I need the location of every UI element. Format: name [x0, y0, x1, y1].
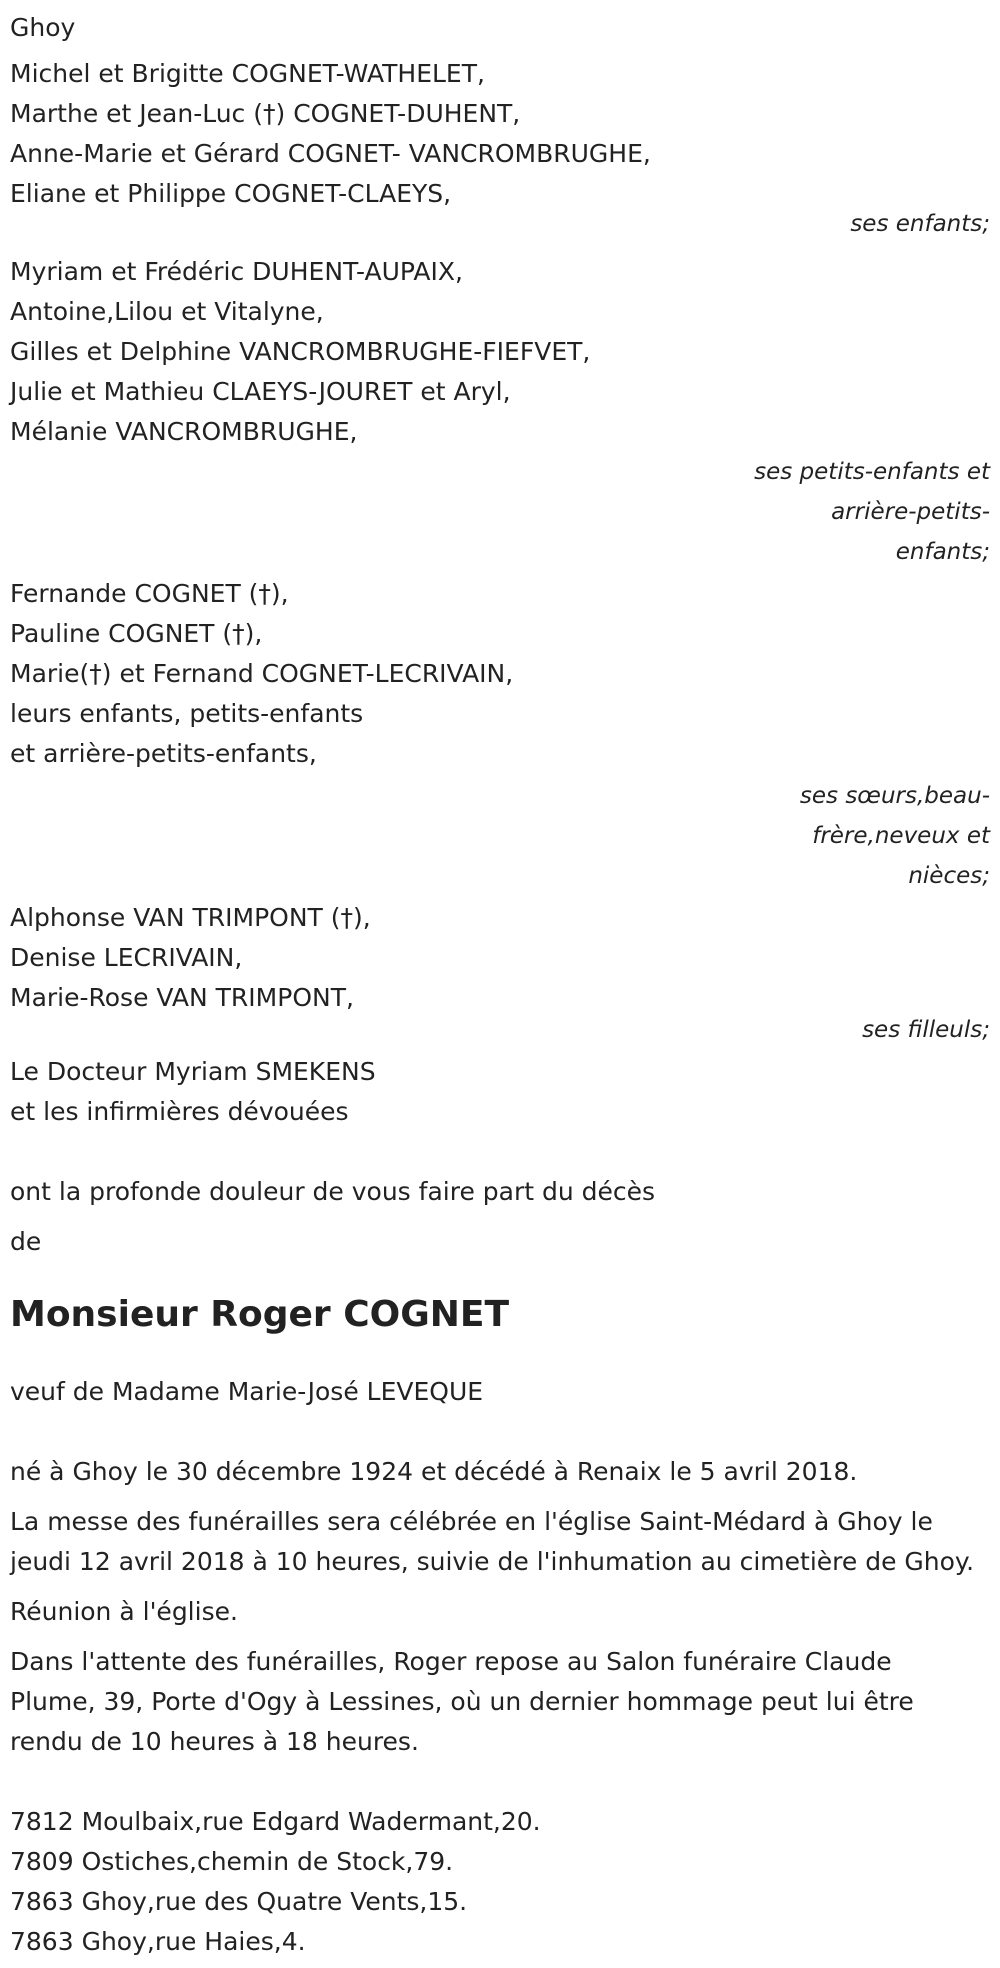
addresses-block: [10, 1802, 990, 1962]
grandchildren-role: [10, 452, 990, 572]
care-line: Le Docteur Myriam SMEKENS: [10, 1057, 376, 1086]
grandchildren-line: Antoine,Lilou et Vitalyne,: [10, 297, 324, 326]
deceased-name: Monsieur Roger COGNET: [10, 1294, 510, 1335]
care-block: [10, 1052, 990, 1132]
grandchildren-line: Myriam et Frédéric DUHENT-AUPAIX,: [10, 257, 463, 286]
children-line: Eliane et Philippe COGNET-CLAEYS,: [10, 179, 452, 208]
address-line: 7812 Moulbaix,rue Edgard Wadermant,20.: [10, 1807, 541, 1836]
funeral-paragraph: La messe des funérailles sera célébrée en l'église Saint-Médard à Ghoy le jeudi 12 avril 2018 à 10 heures, suivie de l'inhumation au cimetière de Ghoy.: [10, 1507, 975, 1576]
children-line: Marthe et Jean-Luc (†) COGNET-DUHENT,: [10, 99, 521, 128]
godchildren-line: Denise LECRIVAIN,: [10, 943, 243, 972]
address-line: 7863 Ghoy,rue Haies,4.: [10, 1927, 306, 1956]
visitation-paragraph: Dans l'attente des funérailles, Roger repose au Salon funéraire Claude Plume, 39, Porte d'Ogy à Lessines, où un dernier hommage peut lui être rendu de 10 heures à 18 heures.: [10, 1647, 914, 1756]
grandchildren-line: Julie et Mathieu CLAEYS-JOURET et Aryl,: [10, 377, 511, 406]
siblings-line: Marie(†) et Fernand COGNET-LECRIVAIN,: [10, 659, 514, 688]
grandchildren-line: Mélanie VANCROMBRUGHE,: [10, 417, 358, 446]
children-block: [10, 54, 990, 244]
siblings-block: [10, 574, 990, 896]
godchildren-line: Marie-Rose VAN TRIMPONT,: [10, 983, 354, 1012]
grandchildren-line: Gilles et Delphine VANCROMBRUGHE-FIEFVET,: [10, 337, 591, 366]
care-line: et les infirmières dévouées: [10, 1097, 349, 1126]
siblings-line: leurs enfants, petits-enfants: [10, 699, 364, 728]
obituary-page: [10, 8, 990, 1962]
birth-death-line: né à Ghoy le 30 décembre 1924 et décédé à Renaix le 5 avril 2018.: [10, 1457, 858, 1486]
grandchildren-role-text: ses petits-enfants et arrière-petits-enfants;: [754, 459, 990, 565]
town-heading: Ghoy: [10, 13, 76, 42]
meeting-line: Réunion à l'église.: [10, 1597, 238, 1626]
godchildren-block: [10, 898, 990, 1050]
siblings-role: [10, 776, 990, 896]
announcement-line: ont la profonde douleur de vous faire part du décès: [10, 1177, 656, 1206]
children-line: Anne-Marie et Gérard COGNET- VANCROMBRUGHE,: [10, 139, 651, 168]
announcement-line-de: de: [10, 1227, 42, 1256]
address-line: 7809 Ostiches,chemin de Stock,79.: [10, 1847, 454, 1876]
address-line: 7863 Ghoy,rue des Quatre Vents,15.: [10, 1887, 468, 1916]
siblings-line: Fernande COGNET (†),: [10, 579, 289, 608]
siblings-line: Pauline COGNET (†),: [10, 619, 263, 648]
siblings-role-text: ses sœurs,beau-frère,neveux et nièces;: [799, 783, 990, 889]
godchildren-role-text: ses filleuls;: [862, 1017, 990, 1043]
children-role-text: ses enfants;: [850, 211, 990, 237]
godchildren-line: Alphonse VAN TRIMPONT (†),: [10, 903, 371, 932]
children-line: Michel et Brigitte COGNET-WATHELET,: [10, 59, 485, 88]
siblings-line: et arrière-petits-enfants,: [10, 739, 317, 768]
widow-of-line: veuf de Madame Marie-José LEVEQUE: [10, 1377, 484, 1406]
grandchildren-block: [10, 252, 990, 572]
